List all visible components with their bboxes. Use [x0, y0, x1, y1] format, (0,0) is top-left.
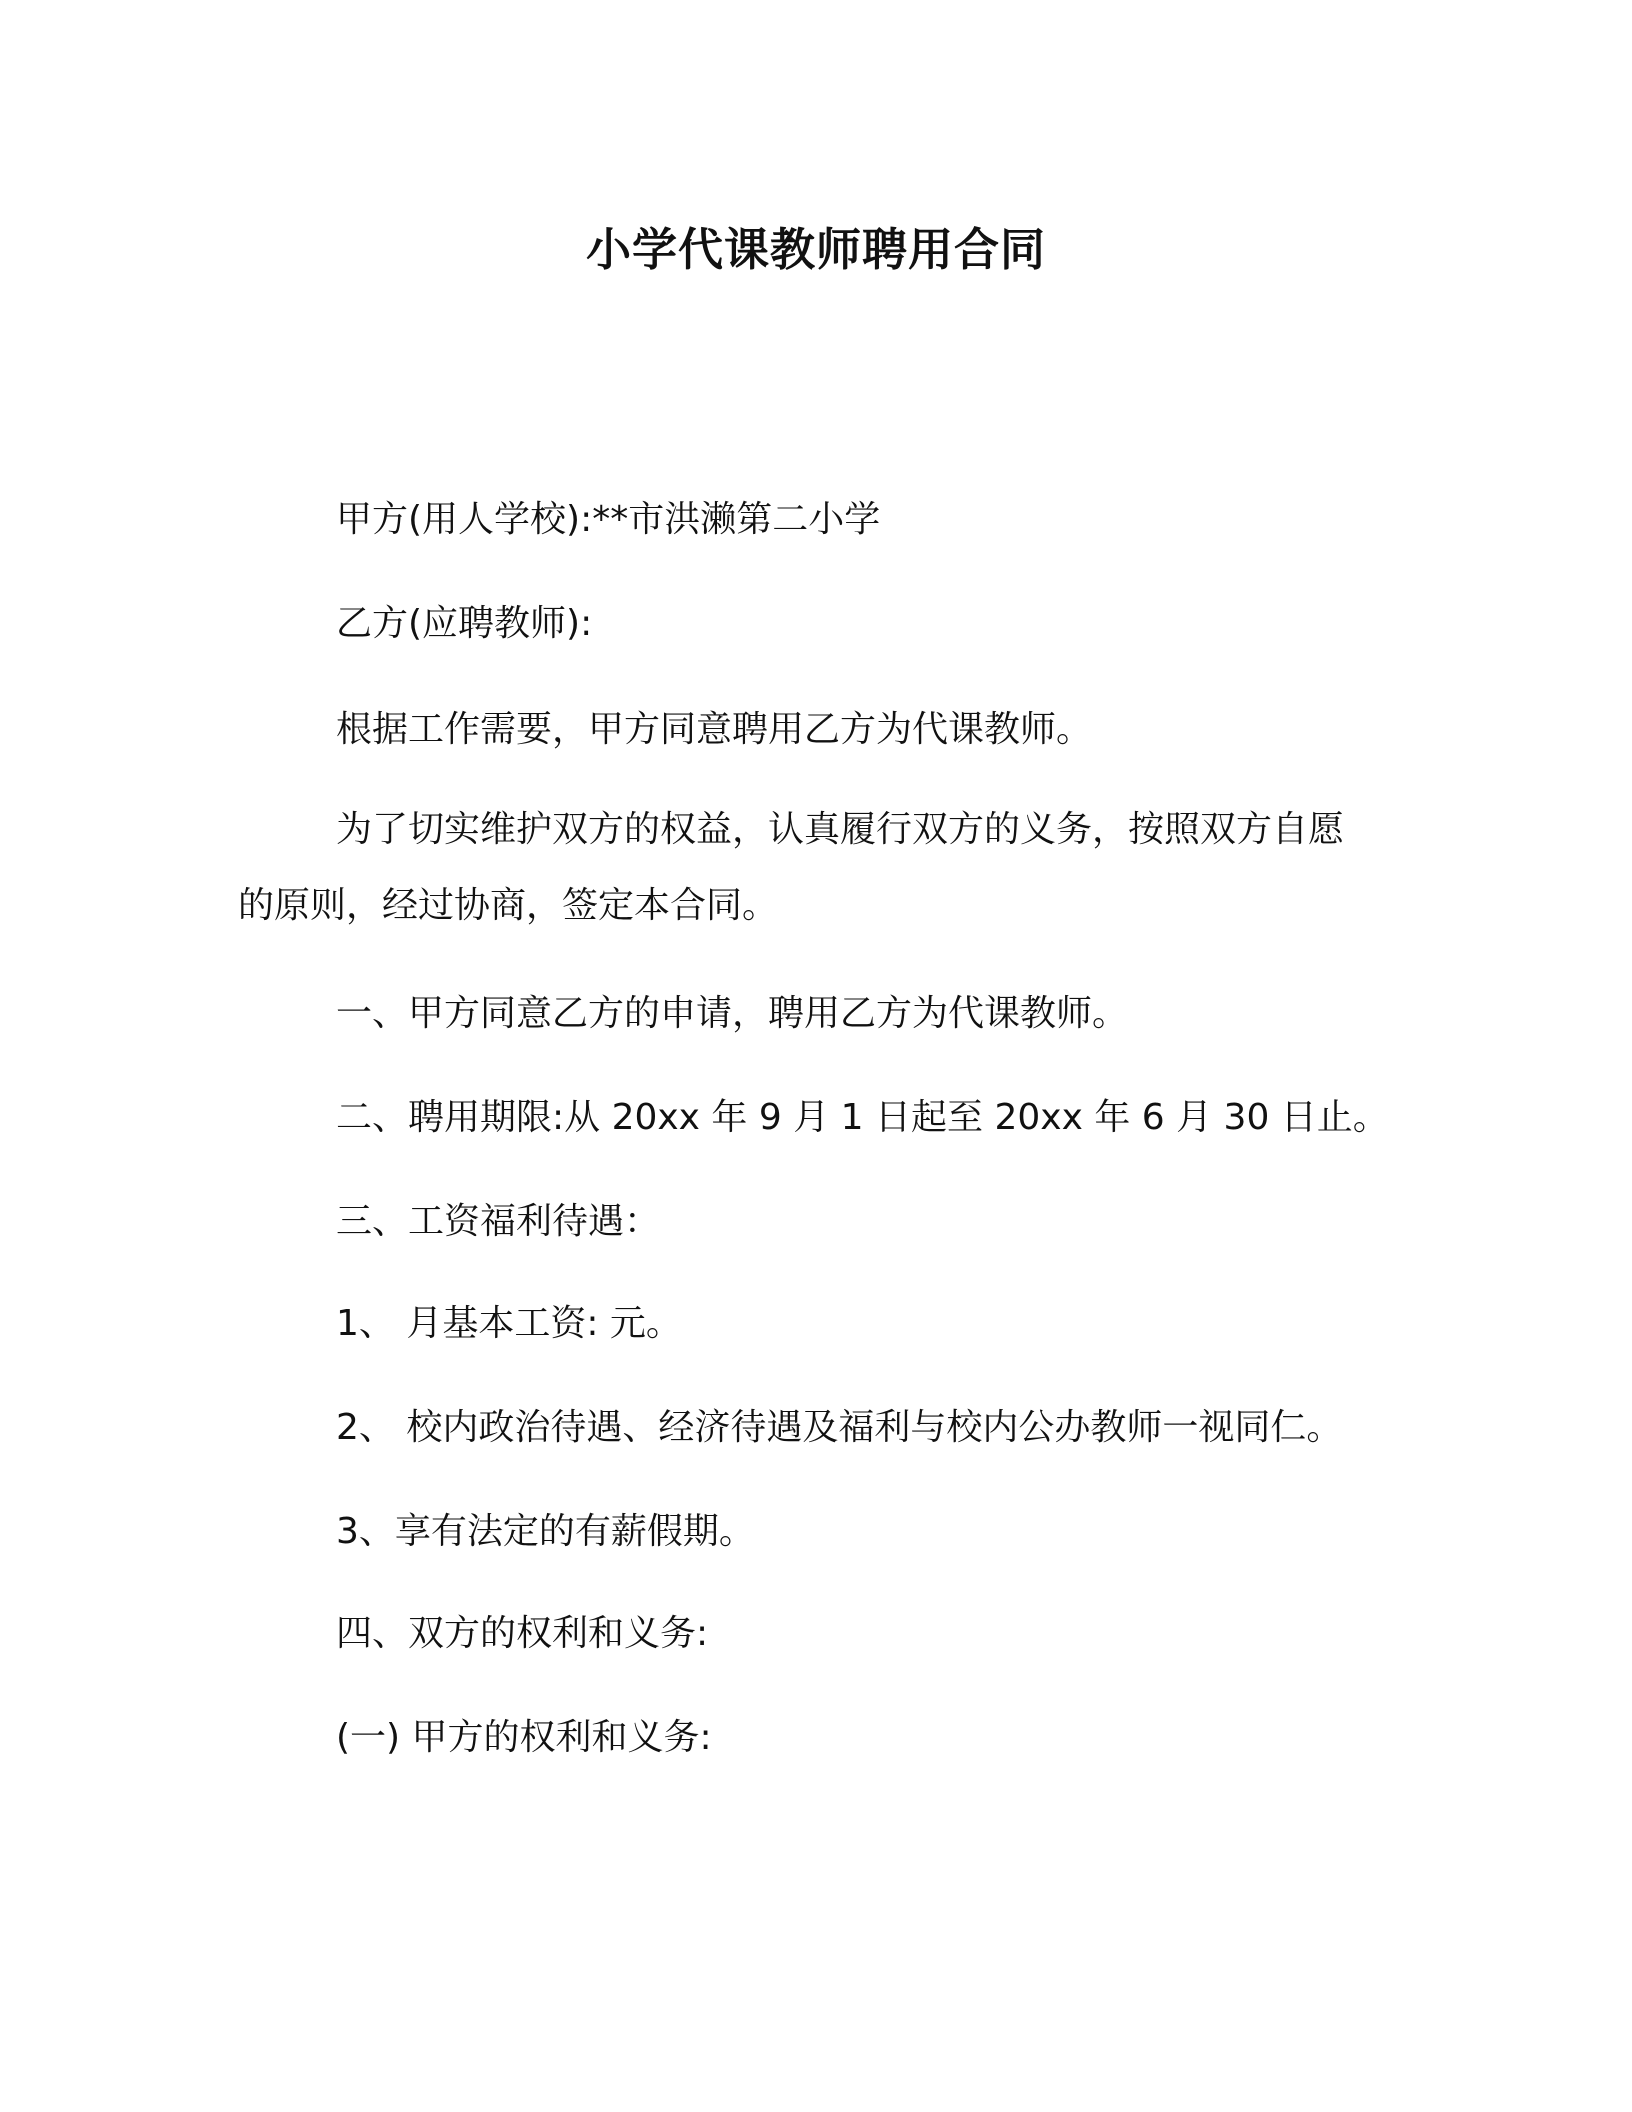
clause-3-item-1: 1、 月基本工资: 元。: [336, 1303, 682, 1344]
purpose-line-2: 的原则，经过协商，签定本合同。: [238, 885, 779, 926]
purpose-paragraph: [238, 806, 1398, 930]
party-b-line: 乙方(应聘教师):: [336, 603, 593, 644]
clause-2-term: 二、聘用期限:从 20xx 年 9 月 1 日起至 20xx 年 6 月 30 日止。: [336, 1097, 1389, 1138]
clause-1: 一、甲方同意乙方的申请，聘用乙方为代课教师。: [336, 993, 1129, 1034]
clause-4-heading: 四、双方的权利和义务:: [336, 1613, 709, 1654]
clause-3-item-2: 2、 校内政治待遇、经济待遇及福利与校内公办教师一视同仁。: [336, 1407, 1343, 1448]
clause-4-sub-1: (一) 甲方的权利和义务:: [336, 1717, 712, 1758]
purpose-line-1: 为了切实维护双方的权益，认真履行双方的义务，按照双方自愿: [336, 809, 1345, 850]
clause-3-item-3: 3、享有法定的有薪假期。: [336, 1511, 755, 1552]
document-title: 小学代课教师聘用合同: [585, 223, 1046, 276]
party-a-line: 甲方(用人学校):**市洪濑第二小学: [336, 499, 881, 540]
intro-paragraph: 根据工作需要，甲方同意聘用乙方为代课教师。: [336, 709, 1093, 750]
clause-3-heading: 三、工资福利待遇：: [336, 1201, 661, 1242]
